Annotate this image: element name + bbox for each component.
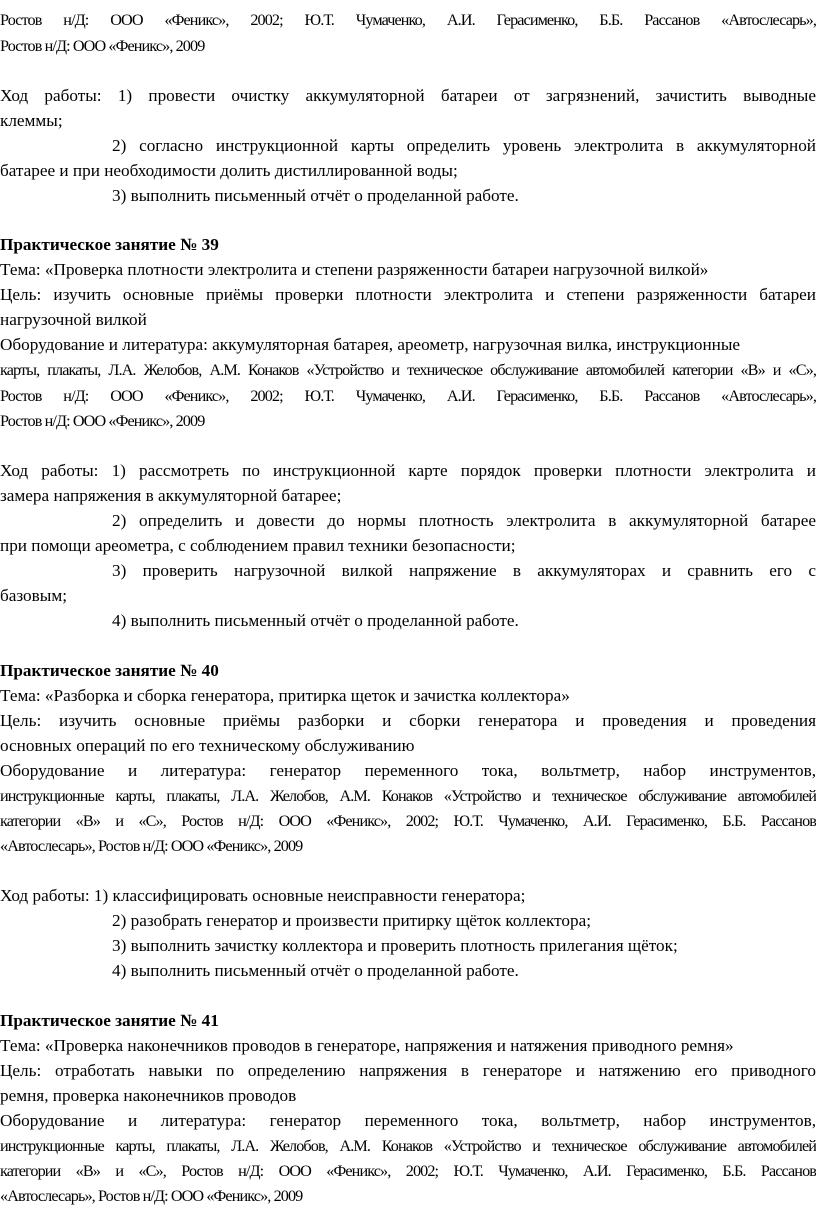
text-line: 4) выполнить письменный отчёт о проделанной работе. [112,961,519,980]
text-line: основных операций по его техническому обслуживанию [0,736,415,755]
text-line: Цель: изучить основные приёмы проверки плотности электролита и степени разряженности батареи [0,285,816,304]
text-line: «Автослесарь», Ростов н/Д: ООО «Феникс», 2009 [0,1187,303,1205]
text-line: при помощи ареометра, с соблюдением правил техники безопасности; [0,536,516,555]
text-line: клеммы; [0,111,63,130]
text-line: категории «В» и «С», Ростов н/Д: ООО «Феникс», 2002; Ю.Т. Чумаченко, А.И. Герасименко, Б.Б. Рассанов [0,1162,816,1180]
text-line: инструкционные карты, плакаты, Л.А. Желобов, А.М. Конаков «Устройство и техническое обслуживание автомобилей [0,1137,816,1155]
text-line: Ростов н/Д: ООО «Феникс», 2009 [0,37,205,55]
text-line: Ростов н/Д: ООО «Феникс», 2002; Ю.Т. Чумаченко, А.И. Герасименко, Б.Б. Рассанов «Автослесарь», [0,11,816,29]
text-line: Ход работы: 1) рассмотреть по инструкционной карте порядок проверки плотности электролита и [0,461,816,480]
text-line [0,333,816,357]
text-line: Тема: «Проверка плотности электролита и степени разряженности батареи нагрузочной вилкой» [0,260,709,279]
text-line: Оборудование и литература: генератор переменного тока, вольтметр, набор инструментов, [0,1111,816,1130]
text-line: категории «В» и «С», Ростов н/Д: ООО «Феникс», 2002; Ю.Т. Чумаченко, А.И. Герасименко, Б.Б. Рассанов [0,812,816,830]
text-line: Ход работы: 1) классифицировать основные неисправности генератора; [0,886,526,905]
text-line: 2) согласно инструкционной карты определить уровень электролита в аккумуляторной [112,136,816,155]
text-line: батарее и при необходимости долить дистиллированной воды; [0,161,458,180]
text-line: 3) выполнить письменный отчёт о проделанной работе. [112,186,519,205]
text-line: 2) определить и довести до нормы плотность электролита в аккумуляторной батарее [112,511,816,530]
text-line: замера напряжения в аккумуляторной батарее; [0,486,342,505]
text-line: нагрузочной вилкой [0,310,147,329]
section-heading: Практическое занятие № 40 [0,661,219,680]
text-line: ремня, проверка наконечников проводов [0,1086,297,1105]
text-line-part: Оборудование и литература: аккумуляторная батарея, ареометр, нагрузочная вилка, инструкционные [0,335,741,354]
text-line: Цель: отработать навыки по определению напряжения в генераторе и натяжению его приводного [0,1061,816,1080]
text-line: Оборудование и литература: генератор переменного тока, вольтметр, набор инструментов, [0,761,816,780]
text-line: Ростов н/Д: ООО «Феникс», 2002; Ю.Т. Чумаченко, А.И. Герасименко, Б.Б. Рассанов «Автослесарь», [0,387,816,405]
text-line: Тема: «Проверка наконечников проводов в генераторе, напряжения и натяжения приводного ремня» [0,1036,734,1055]
text-line: инструкционные карты, плакаты, Л.А. Желобов, А.М. Конаков «Устройство и техническое обслуживание автомобилей [0,787,816,805]
section-heading: Практическое занятие № 39 [0,235,219,254]
text-line: Цель: изучить основные приёмы разборки и сборки генератора и проведения и проведения [0,711,816,730]
text-line: 3) проверить нагрузочной вилкой напряжение в аккумуляторах и сравнить его с [112,561,816,580]
text-line: Тема: «Разборка и сборка генератора, притирка щеток и зачистка коллектора» [0,686,570,705]
text-line: 4) выполнить письменный отчёт о проделанной работе. [112,611,519,630]
section-heading: Практическое занятие № 41 [0,1011,219,1030]
text-line: карты, плакаты, Л.А. Желобов, А.М. Конаков «Устройство и техническое обслуживание автомобилей категории «В» и «С», [0,361,816,379]
text-line: 2) разобрать генератор и произвести притирку щёток коллектора; [112,911,591,930]
text-line: базовым; [0,586,67,605]
text-line: «Автослесарь», Ростов н/Д: ООО «Феникс», 2009 [0,837,303,855]
text-line: 3) выполнить зачистку коллектора и проверить плотность прилегания щёток; [112,936,678,955]
text-line: Ход работы: 1) провести очистку аккумуляторной батареи от загрязнений, зачистить выводные [0,86,816,105]
text-line: Ростов н/Д: ООО «Феникс», 2009 [0,412,205,430]
